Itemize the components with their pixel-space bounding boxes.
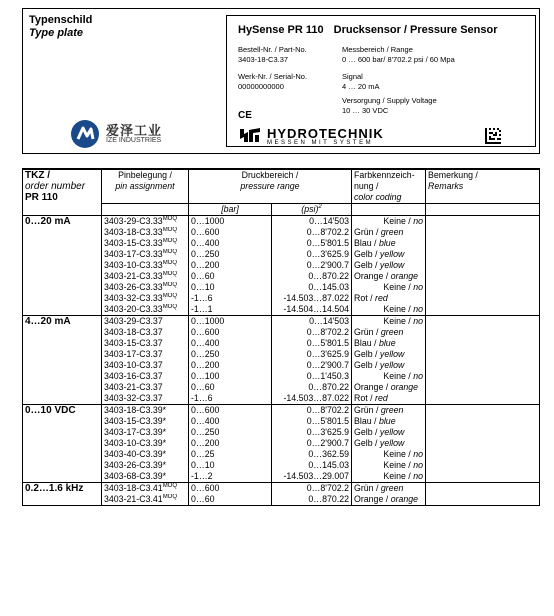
- group-signal-label: 0…10 VDC: [23, 405, 102, 483]
- color-en: red: [375, 293, 388, 303]
- header-color-de2: nung /: [352, 181, 426, 192]
- order-code-cell: [102, 304, 189, 316]
- color-coding-cell: [352, 416, 426, 427]
- order-code-cell: [102, 483, 189, 495]
- unit-blank: [102, 204, 189, 216]
- color-none: Keine / no: [383, 371, 423, 381]
- order-code: 3403-16-C3.37: [104, 371, 163, 381]
- range-psi-cell: -14.504…14.504: [272, 304, 352, 316]
- range-bar-cell: 0…250: [189, 427, 272, 438]
- header-color-de1: Farbkennzeich-: [354, 170, 415, 180]
- range-bar-cell: 0…25: [189, 449, 272, 460]
- order-code-cell: [102, 416, 189, 427]
- range-psi-cell: 0…3'625.9: [272, 249, 352, 260]
- color-coding-cell: [352, 338, 426, 349]
- color-coding-cell: [352, 238, 426, 249]
- color-en: blue: [378, 416, 396, 426]
- remarks-cell: [426, 260, 540, 271]
- order-code-cell: [102, 249, 189, 260]
- serial-no-value: 00000000000: [238, 82, 284, 91]
- moq-superscript: MOQ: [162, 271, 178, 278]
- range-bar-cell: 0…200: [189, 260, 272, 271]
- color-none: Keine / no: [383, 216, 423, 226]
- moq-superscript: MOQ: [162, 494, 178, 501]
- color-en: yellow: [379, 249, 405, 259]
- group-signal-label: 4…20 mA: [23, 316, 102, 405]
- table-header-row: [23, 169, 540, 181]
- color-de: Rot /: [354, 293, 376, 303]
- color-coding-cell: [352, 371, 426, 382]
- unit-bar: [bar]: [189, 204, 272, 216]
- order-code-cell: [102, 405, 189, 417]
- range-psi-cell: 0…3'625.9: [272, 427, 352, 438]
- order-code: 3403-29-C3.37: [104, 316, 163, 326]
- range-bar-cell: 0…600: [189, 227, 272, 238]
- header-range-de: Druckbereich /: [241, 170, 299, 180]
- range-bar-cell: 0…400: [189, 238, 272, 249]
- color-coding-cell: [352, 405, 426, 417]
- unit-blank: [426, 204, 540, 216]
- order-code-cell: [102, 393, 189, 405]
- range-psi-cell: 0…5'801.5: [272, 338, 352, 349]
- remarks-cell: [426, 438, 540, 449]
- unit-psi-footnote: 2: [318, 204, 322, 211]
- range-psi-cell: -14.503…29.007: [272, 471, 352, 483]
- color-en: red: [375, 393, 388, 403]
- remarks-cell: [426, 416, 540, 427]
- color-de: Gelb /: [354, 438, 380, 448]
- order-code: 3403-21-C3.37: [104, 382, 163, 392]
- range-psi-cell: 0…8'702.2: [272, 405, 352, 417]
- moq-superscript: MOQ: [162, 216, 178, 223]
- signal-label: Signal: [342, 72, 363, 81]
- order-code: 3403-21-C3.41: [104, 494, 163, 504]
- remarks-cell: [426, 282, 540, 293]
- order-code: 3403-18-C3.39*: [104, 405, 167, 415]
- color-coding-cell: [352, 282, 426, 293]
- color-en: yellow: [379, 360, 405, 370]
- color-de: Blau /: [354, 238, 379, 248]
- header-color: [352, 169, 426, 181]
- table-row: [23, 405, 540, 417]
- color-coding-cell: [352, 271, 426, 282]
- color-de: Gelb /: [354, 260, 380, 270]
- color-en: yellow: [379, 438, 405, 448]
- order-code: 3403-21-C3.33: [104, 271, 163, 281]
- color-de: Orange /: [354, 382, 391, 392]
- table-row: [23, 483, 540, 495]
- range-bar-cell: 0…10: [189, 460, 272, 471]
- remarks-cell: [426, 382, 540, 393]
- color-en: blue: [378, 338, 396, 348]
- unit-psi-text: (psi): [301, 204, 319, 214]
- type-plate-label: [226, 15, 536, 147]
- order-code: 3403-15-C3.39*: [104, 416, 167, 426]
- range-psi-cell: 0…8'702.2: [272, 483, 352, 495]
- color-none: Keine / no: [383, 304, 423, 314]
- group-signal-label: 0.2…1.6 kHz: [23, 483, 102, 506]
- supply-label: Versorgung / Supply Voltage: [342, 96, 437, 105]
- range-bar-cell: 0…250: [189, 349, 272, 360]
- remarks-cell: [426, 371, 540, 382]
- order-table: [22, 168, 540, 506]
- order-code-cell: [102, 460, 189, 471]
- header-blank: [189, 192, 352, 204]
- order-code-cell: [102, 382, 189, 393]
- type-plate-title-de: Typenschild: [29, 14, 93, 26]
- plate-model: HySense PR 110: [238, 24, 324, 36]
- order-code-cell: [102, 238, 189, 249]
- part-no-label: Bestell-Nr. / Part-No.: [238, 45, 307, 54]
- range-bar-cell: 0…400: [189, 338, 272, 349]
- order-code-cell: [102, 427, 189, 438]
- header-tkz: [23, 169, 102, 216]
- order-code-cell: [102, 260, 189, 271]
- unit-psi: [272, 204, 352, 216]
- range-value: 0 … 600 bar/ 8'702.2 psi / 60 Mpa: [342, 55, 455, 64]
- order-code-cell: [102, 494, 189, 506]
- remarks-cell: [426, 304, 540, 316]
- remarks-cell: [426, 249, 540, 260]
- plate-product: Drucksensor / Pressure Sensor: [333, 24, 498, 36]
- order-code: 3403-20-C3.33: [104, 304, 163, 314]
- range-bar-cell: 0…600: [189, 405, 272, 417]
- color-none: Keine / no: [383, 460, 423, 470]
- range-bar-cell: 0…400: [189, 416, 272, 427]
- color-coding-cell: [352, 483, 426, 495]
- range-psi-cell: 0…870.22: [272, 382, 352, 393]
- header-remarks-en: Remarks: [426, 181, 540, 192]
- header-tkz-en: order number: [25, 181, 86, 192]
- order-code-cell: [102, 438, 189, 449]
- range-bar-cell: 0…250: [189, 249, 272, 260]
- color-de: Rot /: [354, 393, 376, 403]
- color-coding-cell: [352, 393, 426, 405]
- header-pin-de: Pinbelegung /: [118, 170, 172, 180]
- color-de: Orange /: [354, 271, 391, 281]
- order-code: 3403-15-C3.33: [104, 238, 163, 248]
- order-code-cell: [102, 216, 189, 228]
- range-bar-cell: -1…6: [189, 393, 272, 405]
- group-signal-label: 0…20 mA: [23, 216, 102, 316]
- range-bar-cell: 0…1000: [189, 216, 272, 228]
- range-psi-cell: 0…5'801.5: [272, 416, 352, 427]
- order-code-cell: [102, 471, 189, 483]
- color-none: Keine / no: [383, 316, 423, 326]
- color-coding-cell: [352, 227, 426, 238]
- signal-value: 4 … 20 mA: [342, 82, 380, 91]
- order-code-cell: [102, 338, 189, 349]
- order-code-cell: [102, 282, 189, 293]
- order-code-cell: [102, 316, 189, 328]
- serial-no-label: Werk-Nr. / Serial-No.: [238, 72, 308, 81]
- color-de: Gelb /: [354, 349, 380, 359]
- plate-heading: [238, 24, 497, 36]
- hydrotechnik-logo-icon: [239, 127, 261, 143]
- remarks-cell: [426, 238, 540, 249]
- range-psi-cell: 0…14'503: [272, 316, 352, 328]
- header-pin: [102, 169, 189, 181]
- range-psi-cell: 0…1'450.3: [272, 371, 352, 382]
- order-code-cell: [102, 349, 189, 360]
- header-range: [189, 169, 352, 181]
- color-coding-cell: [352, 471, 426, 483]
- range-label: Messbereich / Range: [342, 45, 413, 54]
- color-none: Keine / no: [383, 449, 423, 459]
- ize-logo-icon: [70, 119, 100, 149]
- color-en: green: [380, 405, 404, 415]
- color-de: Grün /: [354, 227, 381, 237]
- color-coding-cell: [352, 360, 426, 371]
- range-bar-cell: 0…200: [189, 438, 272, 449]
- color-coding-cell: [352, 427, 426, 438]
- order-code: 3403-15-C3.37: [104, 338, 163, 348]
- order-code-cell: [102, 327, 189, 338]
- remarks-cell: [426, 327, 540, 338]
- range-bar-cell: 0…60: [189, 494, 272, 506]
- color-de: Gelb /: [354, 249, 380, 259]
- color-de: Orange /: [354, 494, 391, 504]
- remarks-cell: [426, 471, 540, 483]
- remarks-cell: [426, 494, 540, 506]
- range-psi-cell: 0…870.22: [272, 494, 352, 506]
- range-bar-cell: 0…60: [189, 271, 272, 282]
- color-en: green: [380, 227, 404, 237]
- order-code-cell: [102, 371, 189, 382]
- color-coding-cell: [352, 304, 426, 316]
- remarks-cell: [426, 271, 540, 282]
- range-psi-cell: 0…14'503: [272, 216, 352, 228]
- header-color-en: color coding: [352, 192, 426, 204]
- range-psi-cell: -14.503…87.022: [272, 293, 352, 304]
- header-range-en: pressure range: [189, 181, 352, 192]
- moq-superscript: MOQ: [162, 293, 178, 300]
- order-code-cell: [102, 360, 189, 371]
- color-coding-cell: [352, 494, 426, 506]
- header-pin-en: pin assignment: [102, 181, 189, 192]
- order-code-cell: [102, 449, 189, 460]
- remarks-cell: [426, 360, 540, 371]
- range-psi-cell: 0…8'702.2: [272, 227, 352, 238]
- moq-superscript: MOQ: [162, 260, 178, 267]
- header-tkz-model: PR 110: [25, 192, 58, 203]
- moq-superscript: MOQ: [162, 249, 178, 256]
- color-de: Grün /: [354, 405, 381, 415]
- range-psi-cell: 0…870.22: [272, 271, 352, 282]
- table-row: [23, 316, 540, 328]
- range-psi-cell: 0…3'625.9: [272, 349, 352, 360]
- color-coding-cell: [352, 293, 426, 304]
- order-code-cell: [102, 227, 189, 238]
- remarks-cell: [426, 227, 540, 238]
- range-bar-cell: 0…1000: [189, 316, 272, 328]
- color-de: Grün /: [354, 327, 381, 337]
- color-de: Blau /: [354, 338, 379, 348]
- type-plate-section: [22, 8, 540, 154]
- range-bar-cell: 0…100: [189, 371, 272, 382]
- header-remarks-de: Bemerkung /: [428, 170, 478, 180]
- supply-value: 10 … 30 VDC: [342, 106, 389, 115]
- range-bar-cell: 0…60: [189, 382, 272, 393]
- remarks-cell: [426, 293, 540, 304]
- order-code: 3403-68-C3.39*: [104, 471, 167, 481]
- range-psi-cell: 0…145.03: [272, 460, 352, 471]
- color-en: yellow: [379, 427, 405, 437]
- remarks-cell: [426, 316, 540, 328]
- order-code: 3403-18-C3.33: [104, 227, 163, 237]
- table-row: [23, 216, 540, 228]
- ce-mark: CE: [238, 110, 252, 121]
- order-code: 3403-32-C3.33: [104, 293, 163, 303]
- hydrotechnik-name: HYDROTECHNIK: [267, 126, 384, 141]
- moq-superscript: MOQ: [162, 483, 178, 490]
- moq-superscript: MOQ: [162, 304, 178, 311]
- order-code: 3403-17-C3.33: [104, 249, 163, 259]
- order-code: 3403-26-C3.33: [104, 282, 163, 292]
- color-none: Keine / no: [383, 471, 423, 481]
- color-coding-cell: [352, 449, 426, 460]
- header-remarks: [426, 169, 540, 181]
- hydrotechnik-slogan: MESSEN MIT SYSTEM: [267, 140, 374, 146]
- range-bar-cell: 0…200: [189, 360, 272, 371]
- color-en: orange: [390, 271, 419, 281]
- header-blank: [102, 192, 189, 204]
- remarks-cell: [426, 216, 540, 228]
- range-bar-cell: -1…6: [189, 293, 272, 304]
- moq-superscript: MOQ: [162, 227, 178, 234]
- color-coding-cell: [352, 260, 426, 271]
- color-de: Blau /: [354, 416, 379, 426]
- order-code-cell: [102, 293, 189, 304]
- color-en: yellow: [379, 349, 405, 359]
- moq-superscript: MOQ: [162, 282, 178, 289]
- remarks-cell: [426, 405, 540, 417]
- header-blank: [426, 192, 540, 204]
- remarks-cell: [426, 393, 540, 405]
- range-psi-cell: 0…362.59: [272, 449, 352, 460]
- range-bar-cell: -1…1: [189, 304, 272, 316]
- color-en: yellow: [379, 260, 405, 270]
- remarks-cell: [426, 338, 540, 349]
- color-coding-cell: [352, 316, 426, 328]
- color-none: Keine / no: [383, 282, 423, 292]
- unit-blank: [352, 204, 426, 216]
- color-en: blue: [378, 238, 396, 248]
- color-de: Gelb /: [354, 427, 380, 437]
- range-psi-cell: 0…2'900.7: [272, 438, 352, 449]
- remarks-cell: [426, 483, 540, 495]
- order-code-cell: [102, 271, 189, 282]
- remarks-cell: [426, 427, 540, 438]
- header-tkz-de: TKZ /: [25, 170, 50, 181]
- order-code: 3403-18-C3.37: [104, 327, 163, 337]
- order-code: 3403-10-C3.33: [104, 260, 163, 270]
- remarks-cell: [426, 460, 540, 471]
- color-en: orange: [390, 382, 419, 392]
- color-coding-cell: [352, 216, 426, 228]
- range-bar-cell: -1…2: [189, 471, 272, 483]
- type-plate-title: [29, 14, 92, 40]
- range-psi-cell: 0…145.03: [272, 282, 352, 293]
- range-psi-cell: 0…2'900.7: [272, 360, 352, 371]
- range-psi-cell: 0…2'900.7: [272, 260, 352, 271]
- part-no-value: 3403-18-C3.37: [238, 55, 289, 64]
- remarks-cell: [426, 349, 540, 360]
- order-code: 3403-18-C3.41: [104, 483, 163, 493]
- color-coding-cell: [352, 382, 426, 393]
- datamatrix-code-icon: [485, 128, 501, 144]
- color-coding-cell: [352, 460, 426, 471]
- range-psi-cell: 0…5'801.5: [272, 238, 352, 249]
- order-code: 3403-26-C3.39*: [104, 460, 167, 470]
- color-en: orange: [390, 494, 419, 504]
- color-coding-cell: [352, 349, 426, 360]
- brand-name-en: IZE INDUSTRIES: [106, 137, 162, 144]
- moq-superscript: MOQ: [162, 238, 178, 245]
- order-code: 3403-32-C3.37: [104, 393, 163, 403]
- color-de: Gelb /: [354, 360, 380, 370]
- order-code: 3403-40-C3.39*: [104, 449, 167, 459]
- brand-name-cn: 爱泽工业: [106, 123, 163, 138]
- type-plate-title-en: Type plate: [29, 27, 83, 39]
- order-code: 3403-10-C3.37: [104, 360, 163, 370]
- order-code: 3403-17-C3.39*: [104, 427, 167, 437]
- range-psi-cell: -14.503…87.022: [272, 393, 352, 405]
- order-code: 3403-10-C3.39*: [104, 438, 167, 448]
- range-bar-cell: 0…600: [189, 483, 272, 495]
- color-coding-cell: [352, 249, 426, 260]
- color-en: green: [380, 327, 404, 337]
- range-psi-cell: 0…8'702.2: [272, 327, 352, 338]
- order-code: 3403-29-C3.33: [104, 216, 163, 226]
- range-bar-cell: 0…600: [189, 327, 272, 338]
- color-de: Grün /: [354, 483, 381, 493]
- order-code: 3403-17-C3.37: [104, 349, 163, 359]
- remarks-cell: [426, 449, 540, 460]
- range-bar-cell: 0…10: [189, 282, 272, 293]
- color-coding-cell: [352, 327, 426, 338]
- color-en: green: [380, 483, 404, 493]
- color-coding-cell: [352, 438, 426, 449]
